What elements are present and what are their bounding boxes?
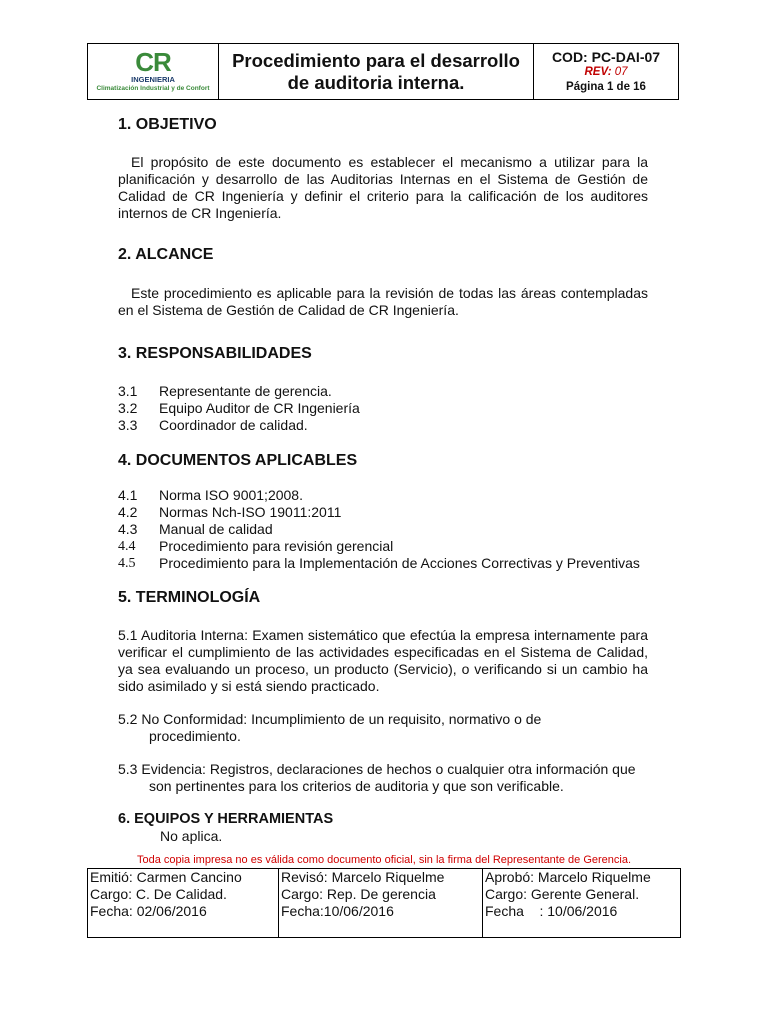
list-item [118, 487, 640, 504]
document-code: COD: PC-DAI-07 [551, 49, 661, 65]
validity-notice: Toda copia impresa no es válida como documento oficial, sin la firma del Representante de Gerencia. [136, 854, 632, 866]
aprobo-name: Aprobó: Marcelo Riquelme [485, 869, 651, 885]
section-title-terminologia: 5. TERMINOLOGÍA [118, 589, 261, 606]
section-text-objetivo: El propósito de este documento es establecer el mecanismo a utilizar para la planificación y desarrollo de las Auditorias Internas en el Sistema de Gestión de Calidad de CR Ingeniería y definir el criterio para la calificación de los auditores internos de CR Ingeniería. [118, 154, 648, 221]
document-revision [534, 65, 678, 80]
aprobo-fecha: Fecha : 10/06/2016 [485, 903, 618, 919]
list-item-text: Equipo Auditor de CR Ingeniería [159, 400, 360, 416]
list-item-text: Manual de calidad [159, 521, 273, 537]
revision-label: REV: [584, 66, 612, 78]
list-item [118, 417, 360, 434]
section-title-responsabilidades: 3. RESPONSABILIDADES [118, 345, 312, 362]
list-item-number: 4.3 [118, 521, 138, 537]
list-item-text: Representante de gerencia. [159, 383, 332, 399]
list-item-number: 4.5 [118, 556, 136, 571]
list-item-text: Procedimiento para revisión gerencial [159, 538, 394, 554]
section-title-alcance: 2. ALCANCE [118, 246, 214, 263]
aprobo-cell [483, 869, 680, 937]
term-no-conformidad [118, 711, 648, 745]
term-no-conformidad-lead: 5.2 No Conformidad: Incumplimiento de un requisito, normativo o de [118, 711, 542, 727]
list-item [118, 538, 640, 555]
document-code-block [534, 44, 678, 99]
term-auditoria-interna: 5.1 Auditoria Interna: Examen sistemático que efectúa la empresa internamente para verificar el cumplimiento de las actividades especificadas en el Sistema de Calidad, ya sea evaluando un proceso, un producto (Servicio), o verificando si un cambio ha sido asimilado y si está siendo practicado. [118, 627, 648, 694]
list-item-number: 3.1 [118, 383, 138, 399]
list-item-text: Procedimiento para la Implementación de Acciones Correctivas y Preventivas [159, 555, 640, 571]
list-item [118, 383, 360, 400]
list-item-text: Norma ISO 9001;2008. [159, 487, 303, 503]
section-title-equipos: 6. EQUIPOS Y HERRAMIENTAS [118, 811, 334, 827]
title-line-2: de auditoria interna. [287, 71, 465, 93]
logo-tagline: Climatización Industrial y de Confort [96, 85, 210, 92]
company-logo [88, 44, 219, 99]
logo-mark: CR [135, 47, 171, 77]
term-evidencia-cont: son pertinentes para los criterios de auditoria y que son verificable. [149, 778, 564, 794]
list-item [118, 400, 360, 417]
list-item-number: 4.2 [118, 504, 138, 520]
section-text-equipos: No aplica. [160, 828, 223, 844]
reviso-cargo: Cargo: Rep. De gerencia [281, 886, 436, 902]
list-item [118, 555, 640, 572]
list-item-number: 4.4 [118, 539, 136, 554]
list-item-number: 3.2 [118, 400, 138, 416]
documentos-list [118, 487, 640, 572]
section-title-documentos: 4. DOCUMENTOS APLICABLES [118, 452, 358, 469]
section-title-objetivo: 1. OBJETIVO [118, 116, 217, 133]
approval-table [87, 868, 681, 938]
reviso-cell [279, 869, 483, 937]
responsabilidades-list [118, 383, 360, 434]
list-item-text: Normas Nch-ISO 19011:2011 [159, 504, 342, 520]
list-item-number: 4.1 [118, 487, 138, 503]
term-evidencia [118, 761, 648, 795]
document-header [87, 43, 679, 100]
emitio-name: Emitió: Carmen Cancino [90, 869, 242, 885]
term-no-conformidad-cont: procedimiento. [149, 728, 241, 744]
list-item [118, 521, 640, 538]
term-evidencia-lead: 5.3 Evidencia: Registros, declaraciones de hechos o cualquier otra información que [118, 761, 636, 777]
page-number: Página 1 de 16 [566, 81, 646, 93]
emitio-fecha: Fecha: 02/06/2016 [90, 903, 207, 919]
emitio-cell [88, 869, 279, 937]
title-line-1: Procedimiento para el desarrollo [232, 49, 520, 71]
list-item [118, 504, 640, 521]
reviso-name: Revisó: Marcelo Riquelme [281, 869, 445, 885]
logo-name: INGENIERIA [131, 75, 175, 84]
list-item-number: 3.3 [118, 417, 138, 433]
aprobo-cargo: Cargo: Gerente General. [485, 886, 640, 902]
list-item-text: Coordinador de calidad. [159, 417, 308, 433]
emitio-cargo: Cargo: C. De Calidad. [90, 886, 227, 902]
section-text-alcance: Este procedimiento es aplicable para la revisión de todas las áreas contempladas en el Sistema de Gestión de Calidad de CR Ingeniería. [118, 285, 648, 318]
revision-value: 07 [614, 66, 628, 78]
document-title [219, 44, 534, 99]
reviso-fecha: Fecha:10/06/2016 [281, 903, 394, 919]
